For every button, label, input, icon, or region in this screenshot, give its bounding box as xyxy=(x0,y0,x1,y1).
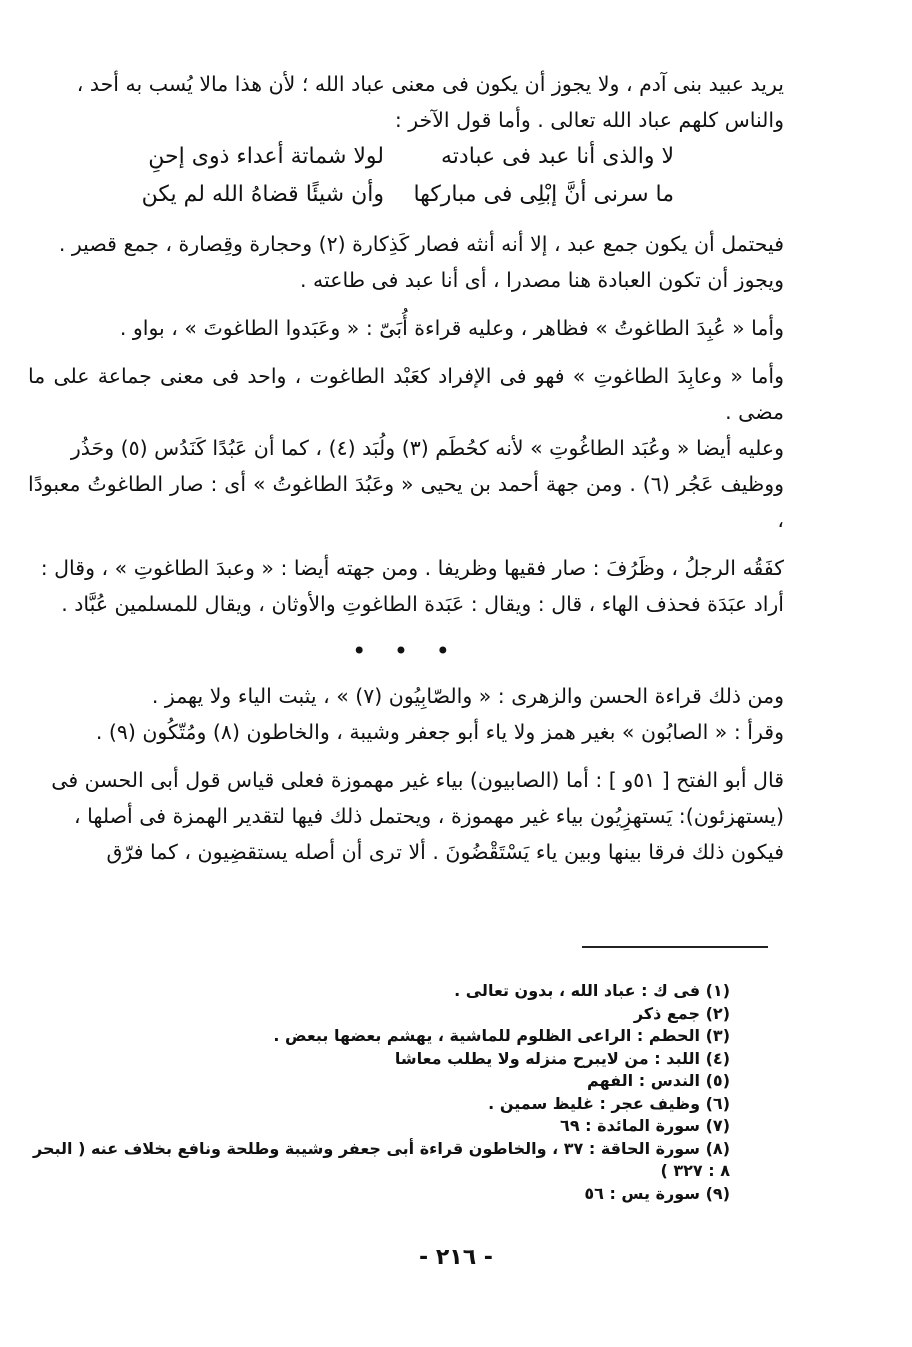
verse-hemistich: ما سرنى أنَّ إبْلِى فى مباركها xyxy=(413,182,674,207)
footnote: (١) فى ك : عباد الله ، بدون تعالى . xyxy=(454,981,730,1000)
footnote: ٨ : ٣٢٧ ) xyxy=(660,1161,730,1180)
footnote: (٦) وظيف عجر : غليظ سمين . xyxy=(488,1093,730,1113)
text-line: فيكون ذلك فرقا بينها وبين ياء يَسْتَقْضُونَ . ألا ترى أن أصله يستقضِيون ، كما فرّق xyxy=(106,840,784,864)
text-line: وقرأ : « الصابُون » بغير همز ولا ياء أبو جعفر وشيبة ، والخاطون (٨) ومُتّكُون (٩) . xyxy=(95,720,784,744)
footnotes xyxy=(33,980,730,1205)
text-line: أراد عبَدَة فحذف الهاء ، قال : ويقال : عَبَدة الطاغوتِ والأوثان ، ويقال للمسلمين عُبَّاد . xyxy=(61,592,784,616)
text-line: ووظيف عَجُر (٦) . ومن جهة أحمد بن يحيى « وعَبُدَ الطاغوتُ » أى : صار الطاغوتُ معبودًا ، xyxy=(28,472,784,532)
section-separator: • • • xyxy=(352,637,460,665)
verse-hemistich: لولا شماتة أعداء ذوى إحنِ xyxy=(148,144,384,169)
footnote: (٤) اللبد : من لايبرح منزله ولا يطلب معاشا xyxy=(394,1048,730,1068)
text-line: قال أبو الفتح [ ٥١و ] : أما (الصابيون) بياء غير مهموزة فعلى قياس قول أبى الحسن فى xyxy=(51,768,784,792)
footnote: (٥) الندس : الفهم xyxy=(587,1071,730,1090)
footnote: (٣) الحطم : الراعى الظلوم للماشية ، يهشم بعضها ببعض . xyxy=(273,1026,730,1045)
verse-line xyxy=(114,138,674,176)
verse-hemistich: وأن شيئًا قضاهُ الله لم يكن xyxy=(141,182,384,207)
verse-line xyxy=(114,176,674,214)
text-line: كفَقُه الرجلُ ، وظَرُفَ : صار فقيها وظريفا . ومن جهته أيضا : « وعبدَ الطاغوتِ » ، وقال : xyxy=(40,556,784,580)
text-line: وأما « وعابِدَ الطاغوتِ » فهو فى الإفراد كعَبْد الطاغوت ، واحد فى معنى جماعة على ما مضى . xyxy=(28,364,784,424)
text-line: (يستهزئون): يَستهزِيُون بياء غير مهموزة ، ويحتمل ذلك فيها لتقدير الهمزة فى أصلها ، xyxy=(73,804,784,828)
text-line: وعليه أيضا « وعُبَد الطاغُوتِ » لأنه كحُطَم (٣) ولُبَد (٤) ، كما أن عَبُدًا كَنَدُس (٥) وحَذُر xyxy=(70,436,784,460)
page-number: - ٢١٦ - xyxy=(419,1245,493,1270)
text-line: ومن ذلك قراءة الحسن والزهرى : « والصّابِيُون (٧) » ، يثبت الياء ولا يهمز . xyxy=(151,684,784,708)
main-text xyxy=(28,66,784,870)
text-line: يريد عبيد بنى آدم ، ولا يجوز أن يكون فى معنى عباد الله ؛ لأن هذا مالا يُسب به أحد ، xyxy=(76,72,784,96)
footnote: (٩) سورة يس : ٥٦ xyxy=(584,1183,730,1203)
footnote: (٧) سورة المائدة : ٦٩ xyxy=(560,1116,730,1135)
footnote: (٢) جمع ذكر xyxy=(633,1003,730,1023)
footnote: (٨) سورة الحاقة : ٣٧ ، والخاطون قراءة أبى جعفر وشيبة وطلحة ونافع بخلاف عنه ( البحر xyxy=(33,1138,730,1158)
text-line: ويجوز أن تكون العبادة هنا مصدرا ، أى أنا عبد فى طاعته . xyxy=(300,268,784,292)
text-line: والناس كلهم عباد الله تعالى . وأما قول الآخر : xyxy=(394,108,784,132)
text-line: فيحتمل أن يكون جمع عبد ، إلا أنه أنثه فصار كَذِكارة (٢) وحجارة وقِصارة ، جمع قصير . xyxy=(58,232,784,256)
footnote-divider xyxy=(582,946,768,948)
text-line: وأما « عُبِدَ الطاغوتُ » فظاهر ، وعليه قراءة أُبَىّ : « وعَبَدوا الطاغوتَ » ، بواو . xyxy=(119,316,784,340)
verse-hemistich: لا والذى أنا عبد فى عبادته xyxy=(440,144,674,169)
